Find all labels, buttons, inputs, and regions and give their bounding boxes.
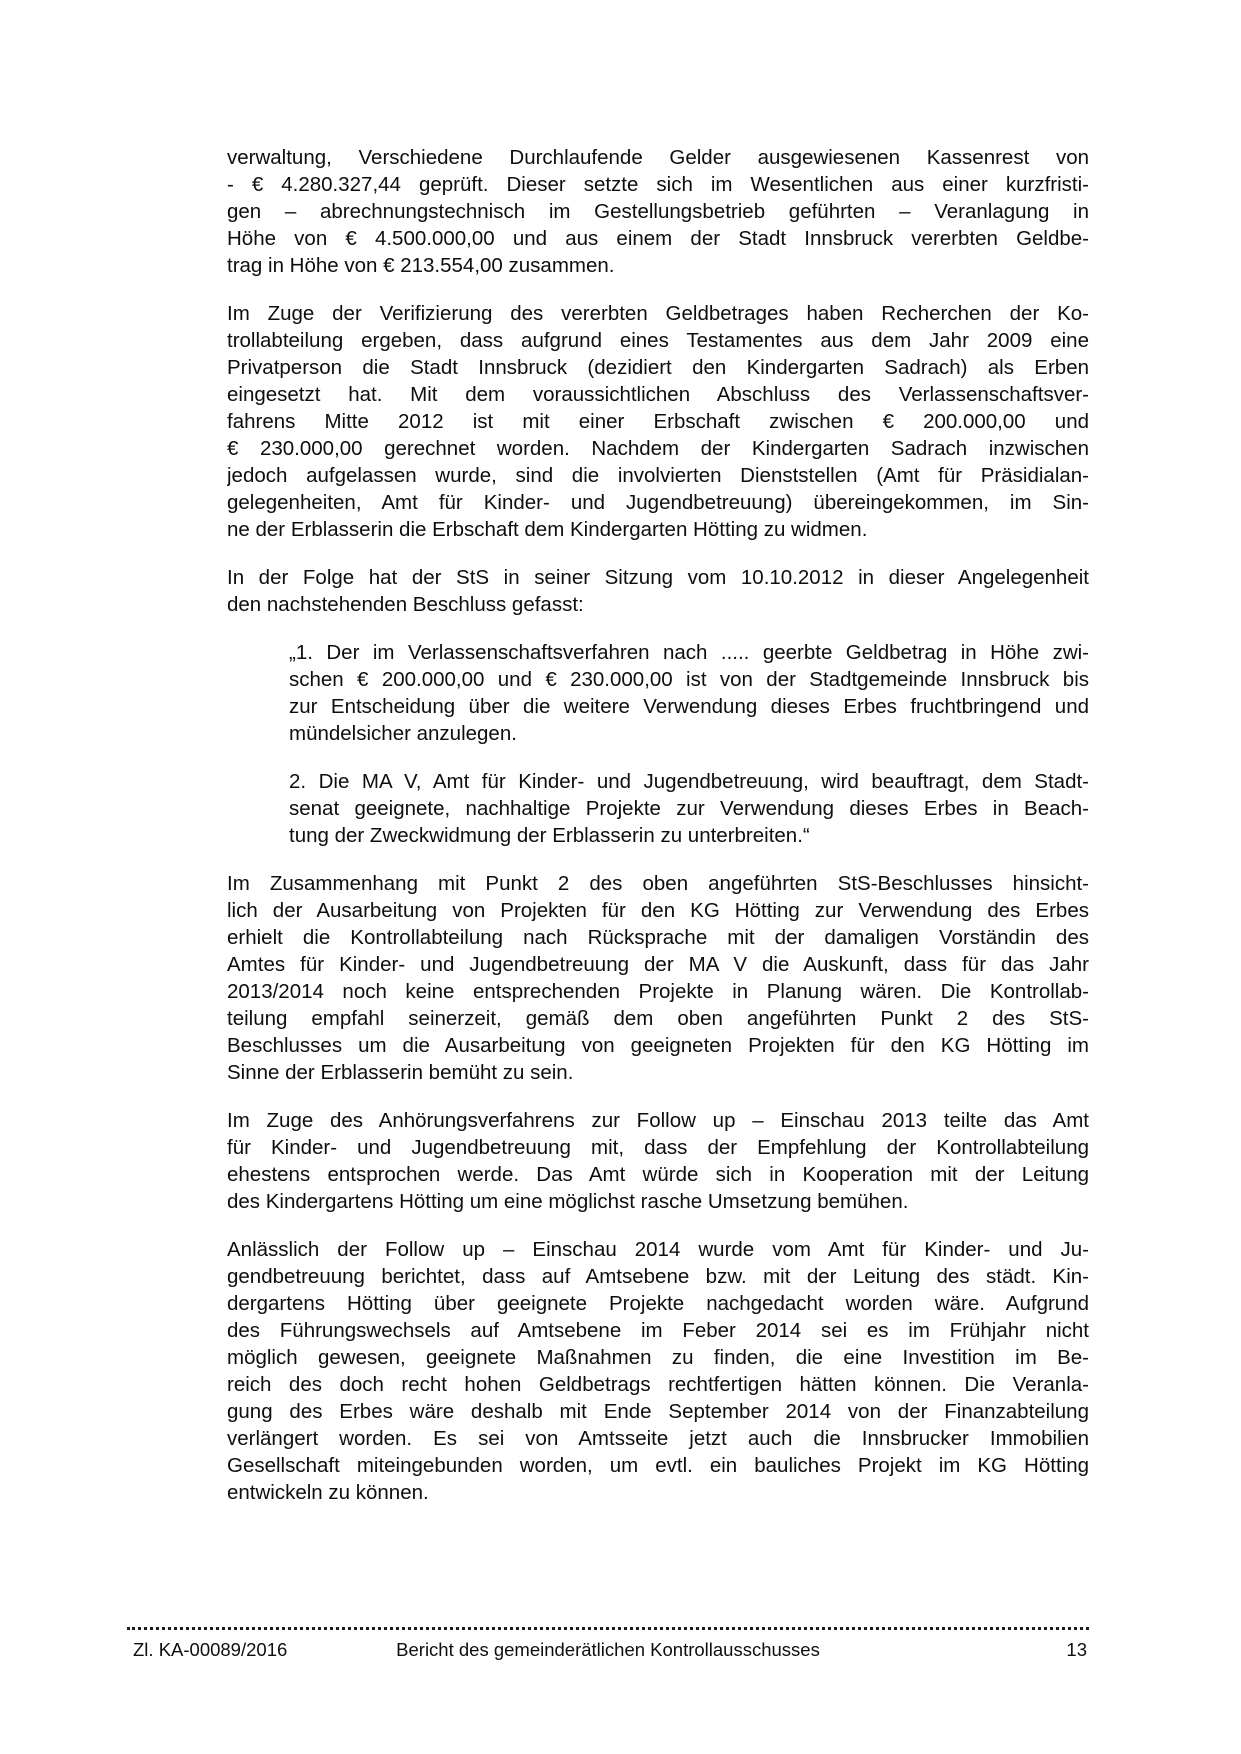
text-line: ehestens entsprochen werde. Das Amt würde sich in Kooperation mit der Leitung — [227, 1163, 1089, 1186]
text-line: - € 4.280.327,44 geprüft. Dieser setzte sich im Wesentlichen aus einer kurzfristi- — [227, 173, 1089, 196]
text-line: reich des doch recht hohen Geldbetrags rechtfertigen hätten können. Die Veranla- — [227, 1373, 1089, 1396]
text-line: Im Zuge der Verifizierung des vererbten Geldbetrages haben Recherchen der Ko- — [227, 302, 1089, 325]
text-line: Im Zusammenhang mit Punkt 2 des oben angeführten StS-Beschlusses hinsicht- — [227, 872, 1089, 895]
text-line: gelegenheiten, Amt für Kinder- und Jugendbetreuung) übereingekommen, im Sin- — [227, 491, 1089, 514]
text-line: verlängert worden. Es sei von Amtsseite jetzt auch die Innsbrucker Immobilien — [227, 1427, 1089, 1450]
body-paragraph — [227, 870, 1089, 1086]
text-line: „1. Der im Verlassenschaftsverfahren nach ..... geerbte Geldbetrag in Höhe zwi- — [289, 641, 1089, 664]
text-line: teilung empfahl seinerzeit, gemäß dem oben angeführten Punkt 2 des StS- — [227, 1007, 1089, 1030]
text-line: Gesellschaft miteingebunden worden, um evtl. ein bauliches Projekt im KG Hötting — [227, 1454, 1089, 1477]
text-line: gendbetreuung berichtet, dass auf Amtsebene bzw. mit der Leitung des städt. Kin- — [227, 1265, 1089, 1288]
text-line: tung der Zweckwidmung der Erblasserin zu unterbreiten.“ — [289, 824, 810, 847]
text-line: Im Zuge des Anhörungsverfahrens zur Follow up – Einschau 2013 teilte das Amt — [227, 1109, 1089, 1132]
document-body — [227, 144, 1089, 1527]
text-line: für Kinder- und Jugendbetreuung mit, dass der Empfehlung der Kontrollabteilung — [227, 1136, 1089, 1159]
body-paragraph — [227, 1236, 1089, 1506]
body-paragraph — [227, 564, 1089, 618]
text-line: In der Folge hat der StS in seiner Sitzung vom 10.10.2012 in dieser Angelegenheit — [227, 566, 1089, 589]
text-line: dergartens Hötting über geeignete Projekte nachgedacht worden wäre. Aufgrund — [227, 1292, 1089, 1315]
text-line: zur Entscheidung über die weitere Verwendung dieses Erbes fruchtbringend und — [289, 695, 1089, 718]
text-line: Beschlusses um die Ausarbeitung von geeigneten Projekten für den KG Hötting im — [227, 1034, 1089, 1057]
text-line: fahrens Mitte 2012 ist mit einer Erbschaft zwischen € 200.000,00 und — [227, 410, 1089, 433]
footer-reference: Zl. KA-00089/2016 — [133, 1639, 288, 1660]
text-line: möglich gewesen, geeignete Maßnahmen zu finden, die eine Investition im Be- — [227, 1346, 1089, 1369]
text-line: 2013/2014 noch keine entsprechenden Projekte in Planung wären. Die Kontrollab- — [227, 980, 1089, 1003]
footer-row — [127, 1638, 1089, 1662]
text-line: des Kindergartens Hötting um eine möglichst rasche Umsetzung bemühen. — [227, 1190, 909, 1213]
block-quote-paragraph — [289, 639, 1089, 747]
footer-divider — [127, 1627, 1089, 1630]
text-line: Privatperson die Stadt Innsbruck (dezidiert den Kindergarten Sadrach) als Erben — [227, 356, 1089, 379]
text-line: jedoch aufgelassen wurde, sind die involvierten Dienststellen (Amt für Präsidialan- — [227, 464, 1089, 487]
body-paragraph — [227, 144, 1089, 279]
text-line: mündelsicher anzulegen. — [289, 722, 517, 745]
text-line: schen € 200.000,00 und € 230.000,00 ist von der Stadtgemeinde Innsbruck bis — [289, 668, 1089, 691]
block-quote-paragraph — [289, 768, 1089, 849]
text-line: € 230.000,00 gerechnet worden. Nachdem der Kindergarten Sadrach inzwischen — [227, 437, 1089, 460]
text-line: Amtes für Kinder- und Jugendbetreuung der MA V die Auskunft, dass für das Jahr — [227, 953, 1089, 976]
text-line: entwickeln zu können. — [227, 1481, 429, 1504]
text-line: gung des Erbes wäre deshalb mit Ende September 2014 von der Finanzabteilung — [227, 1400, 1089, 1423]
text-line: gen – abrechnungstechnisch im Gestellungsbetrieb geführten – Veranlagung in — [227, 200, 1089, 223]
footer-page-number: 13 — [1066, 1639, 1087, 1660]
text-line: Sinne der Erblasserin bemüht zu sein. — [227, 1061, 574, 1084]
body-paragraph — [227, 300, 1089, 543]
text-line: den nachstehenden Beschluss gefasst: — [227, 593, 584, 616]
text-line: Höhe von € 4.500.000,00 und aus einem der Stadt Innsbruck vererbten Geldbe- — [227, 227, 1089, 250]
text-line: eingesetzt hat. Mit dem voraussichtlichen Abschluss des Verlassenschaftsver- — [227, 383, 1089, 406]
text-line: trollabteilung ergeben, dass aufgrund eines Testamentes aus dem Jahr 2009 eine — [227, 329, 1089, 352]
text-line: ne der Erblasserin die Erbschaft dem Kindergarten Hötting zu widmen. — [227, 518, 868, 541]
text-line: erhielt die Kontrollabteilung nach Rücksprache mit der damaligen Vorständin des — [227, 926, 1089, 949]
text-line: trag in Höhe von € 213.554,00 zusammen. — [227, 254, 615, 277]
page-footer — [127, 1627, 1089, 1662]
text-line: 2. Die MA V, Amt für Kinder- und Jugendbetreuung, wird beauftragt, dem Stadt- — [289, 770, 1089, 793]
text-line: senat geeignete, nachhaltige Projekte zur Verwendung dieses Erbes in Beach- — [289, 797, 1089, 820]
body-paragraph — [227, 1107, 1089, 1215]
footer-title: Bericht des gemeinderätlichen Kontrollausschusses — [396, 1639, 820, 1660]
text-line: verwaltung, Verschiedene Durchlaufende Gelder ausgewiesenen Kassenrest von — [227, 146, 1089, 169]
text-line: lich der Ausarbeitung von Projekten für den KG Hötting zur Verwendung des Erbes — [227, 899, 1089, 922]
text-line: Anlässlich der Follow up – Einschau 2014 wurde vom Amt für Kinder- und Ju- — [227, 1238, 1089, 1261]
text-line: des Führungswechsels auf Amtsebene im Feber 2014 sei es im Frühjahr nicht — [227, 1319, 1089, 1342]
